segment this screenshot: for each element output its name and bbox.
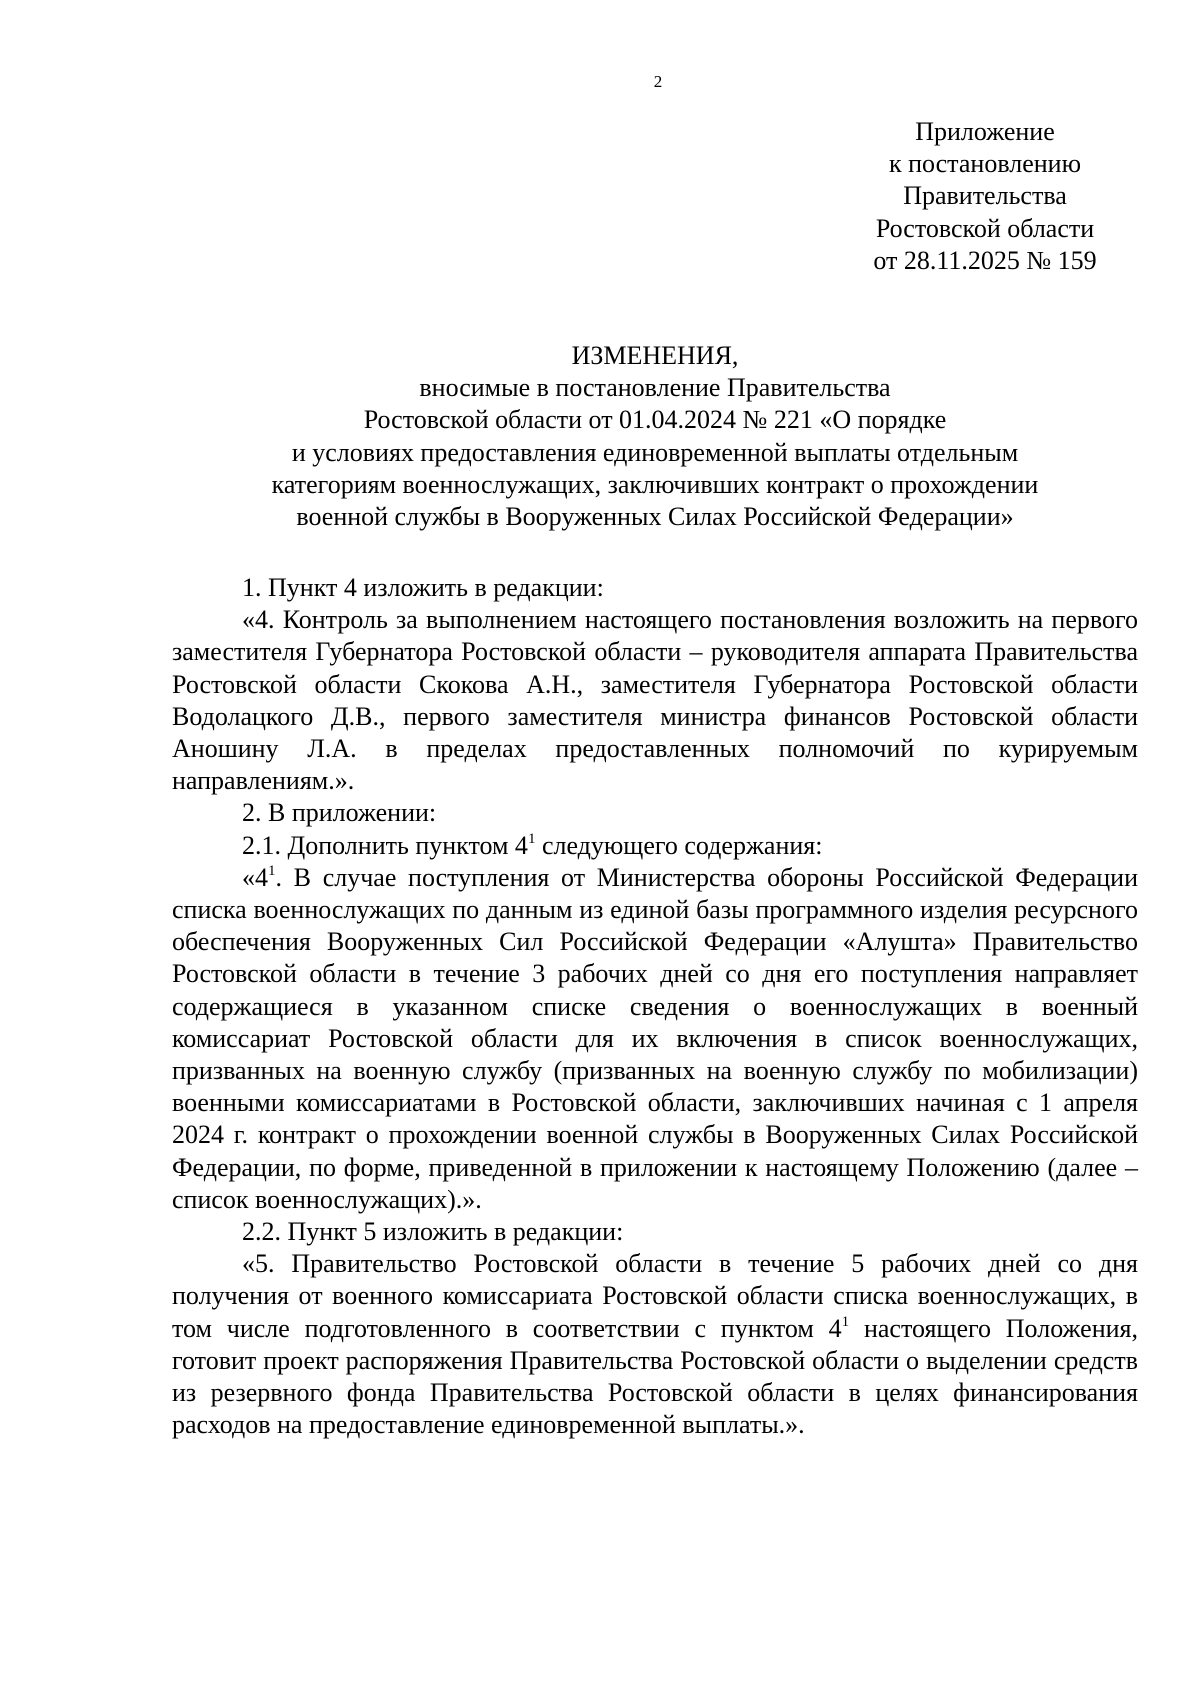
text-run: . В случае поступления от Министерства обороны Российской Федерации списка военнослужащих по данным из единой базы программного изделия ресурсного обеспечения Вооруженных Сил Российской Федерации «Алушта» Правительство Ростовской области в течение 3 рабочих дней со дня его поступления направляет содержащиеся в указанном списке сведения о военнослужащих в военный комиссариат Ростовской области для их включения в список военнослужащих, призванных на военную службу (призванных на военную службу по мобилизации) военными комиссариатами в Ростовской области, заключивших начиная с 1 апреля 2024 г. контракт о прохождении военной службы в Вооруженных Силах Российской Федерации, по форме, приведенной в приложении к настоящему Положению (далее – список военнослужащих).». — [172, 862, 1138, 1214]
title-line: и условиях предоставления единовременной выплаты отдельным — [291, 437, 1019, 467]
text-run: следующего содержания: — [535, 830, 823, 860]
superscript: 1 — [268, 863, 276, 880]
title-line: категориям военнослужащих, заключивших контракт о прохождении — [271, 469, 1039, 499]
paragraph-1: 1. Пункт 4 изложить в редакции: — [242, 573, 604, 602]
appendix-line: Приложение — [915, 117, 1055, 146]
document-title — [172, 340, 1138, 533]
text-run: «5. Правительство Ростовской области в течение 5 рабочих дней со дня получения от военного комиссариата Ростовской области списка военнослужащих, в том числе подготовленного в соответствии с пунктом 4 — [172, 1249, 1138, 1343]
paragraph-4 — [172, 830, 1138, 862]
page-number: 2 — [653, 72, 663, 91]
appendix-line: к постановлению — [888, 149, 1082, 179]
appendix-line: от 28.11.2025 № 159 — [873, 245, 1097, 275]
title-heading: ИЗМЕНЕНИЯ, — [571, 341, 739, 370]
document-body — [172, 572, 1138, 1441]
superscript: 1 — [841, 1314, 850, 1331]
title-line: Ростовской области от 01.04.2024 № 221 «О порядке — [363, 405, 947, 435]
paragraph-3: 2. В приложении: — [242, 798, 437, 828]
paragraph-6: 2.2. Пункт 5 изложить в редакции: — [242, 1217, 624, 1247]
superscript: 1 — [527, 830, 536, 847]
paragraph-5 — [172, 862, 1138, 1216]
text-run: настоящего Положения, готовит проект распоряжения Правительства Ростовской области о выделении средств из резервного фонда Правительства Ростовской области в целях финансирования расходов на предоставление единовременной выплаты.». — [172, 1313, 1138, 1440]
title-line: военной службы в Вооруженных Силах Российской Федерации» — [296, 502, 1014, 532]
text-run: 2.1. Дополнить пунктом 4 — [242, 830, 528, 860]
paragraph-7 — [172, 1248, 1138, 1441]
appendix-line: Правительства — [903, 181, 1067, 211]
title-line: вносимые в постановление Правительства — [419, 373, 891, 403]
paragraph-2: «4. Контроль за выполнением настоящего постановления возложить на первого заместителя Губернатора Ростовской области – руководителя аппарата Правительства Ростовской области Скокова А.Н., заместителя Губернатора Ростовской области Водолацкого Д.В., первого заместителя министра финансов Ростовской области Аношину Л.А. в пределах предоставленных полномочий по курируемым направлениям.». — [172, 605, 1138, 796]
appendix-line: Ростовской области — [875, 213, 1095, 243]
appendix-header — [800, 116, 1170, 277]
text-run: «4 — [242, 862, 268, 892]
